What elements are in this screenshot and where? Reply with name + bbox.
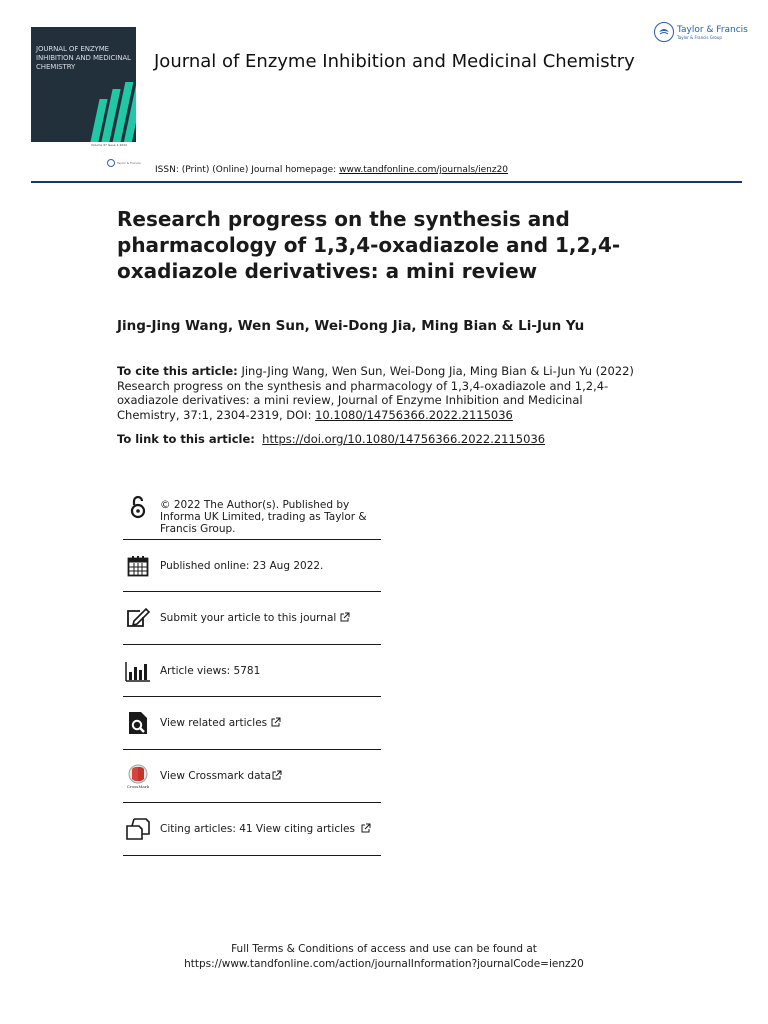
terms-url[interactable]: https://www.tandfonline.com/action/journalInformation?journalCode=ienz20: [184, 958, 584, 970]
crossmark-text[interactable]: [153, 770, 282, 783]
publisher-group: Taylor & Francis Group: [677, 34, 722, 40]
article-info-list: [123, 493, 381, 856]
cover-title: JOURNAL OF ENZYME INHIBITION AND MEDICINAL CHEMISTRY: [36, 45, 131, 71]
citing-text[interactable]: [153, 823, 371, 836]
submit-text[interactable]: [153, 612, 350, 625]
cite-text: Jing-Jing Wang, Wen Sun, Wei-Dong Jia, Ming Bian & Li-Jun Yu (2022) Research progress on the synthesis and pharmacology of 1,3,4-oxadiazole and 1,2,4-oxadiazole derivatives: a mini review, Journal of Enzyme Inhibition and Medicinal Chemistry, 37:1, 2304-2319, DOI:: [117, 364, 634, 422]
crossmark-label: View Crossmark data: [160, 769, 272, 782]
issn-label: ISSN: (Print) (Online) Journal homepage:: [155, 165, 337, 175]
cover-publisher-logo: [107, 159, 141, 167]
article-link-line: [117, 432, 545, 446]
journal-cover: [31, 27, 136, 142]
external-link-icon: [361, 823, 371, 836]
edit-icon: [123, 608, 153, 628]
publisher-name: Taylor & Francis: [677, 24, 748, 35]
related-articles-icon: [123, 711, 153, 735]
calendar-icon: [123, 555, 153, 577]
header-divider: [31, 181, 742, 183]
external-link-icon: [272, 770, 282, 783]
cite-label: To cite this article:: [117, 364, 238, 378]
terms-footer: [0, 942, 768, 972]
license-text: © 2022 The Author(s). Published by Informa UK Limited, trading as Taylor & Francis Group.: [160, 499, 367, 535]
tf-logo-icon: [654, 22, 674, 42]
cover-publisher-text: Taylor & Francis: [117, 161, 141, 165]
article-title: Research progress on the synthesis and pharmacology of 1,3,4-oxadiazole and 1,2,4-oxadiazole derivatives: a mini review: [117, 207, 621, 283]
external-link-icon: [271, 717, 281, 730]
journal-homepage-link[interactable]: www.tandfonline.com/journals/ienz20: [339, 165, 509, 175]
citing-articles-icon: [123, 818, 153, 840]
views-text: Article views: 5781: [160, 664, 261, 677]
publisher-logo[interactable]: [654, 22, 748, 42]
link-label: To link to this article:: [117, 432, 255, 446]
terms-line: Full Terms & Conditions of access and use can be found at: [231, 943, 537, 955]
citing-row[interactable]: [123, 803, 381, 856]
article-authors: Jing-Jing Wang, Wen Sun, Wei-Dong Jia, Ming Bian & Li-Jun Yu: [117, 318, 585, 334]
related-text[interactable]: [153, 717, 281, 730]
views-row: [123, 645, 381, 697]
journal-name: Journal of Enzyme Inhibition and Medicinal Chemistry: [154, 51, 635, 72]
related-label: View related articles: [160, 716, 268, 729]
submit-label: Submit your article to this journal: [160, 611, 337, 624]
related-row[interactable]: [123, 697, 381, 750]
article-doi-link[interactable]: https://doi.org/10.1080/14756366.2022.2115036: [262, 432, 546, 446]
bar-chart-icon: [123, 660, 153, 682]
cite-doi-link[interactable]: 10.1080/14756366.2022.2115036: [315, 407, 513, 422]
citing-label: Citing articles: 41 View citing articles: [160, 822, 355, 835]
published-text: Published online: 23 Aug 2022.: [160, 559, 324, 572]
tf-small-icon: [107, 159, 115, 167]
published-row: [123, 540, 381, 592]
issn-line: [155, 165, 508, 175]
crossmark-row[interactable]: [123, 750, 381, 803]
submit-row[interactable]: [123, 592, 381, 645]
cover-issue-line: Volume 37 Issue 1 2022: [91, 143, 128, 147]
crossmark-icon: [123, 764, 153, 789]
crossmark-logo-text: CrossMark: [126, 783, 150, 789]
citation-block: [117, 364, 647, 422]
license-row: [123, 493, 381, 540]
external-link-icon: [340, 612, 350, 625]
open-access-icon: [123, 495, 153, 519]
